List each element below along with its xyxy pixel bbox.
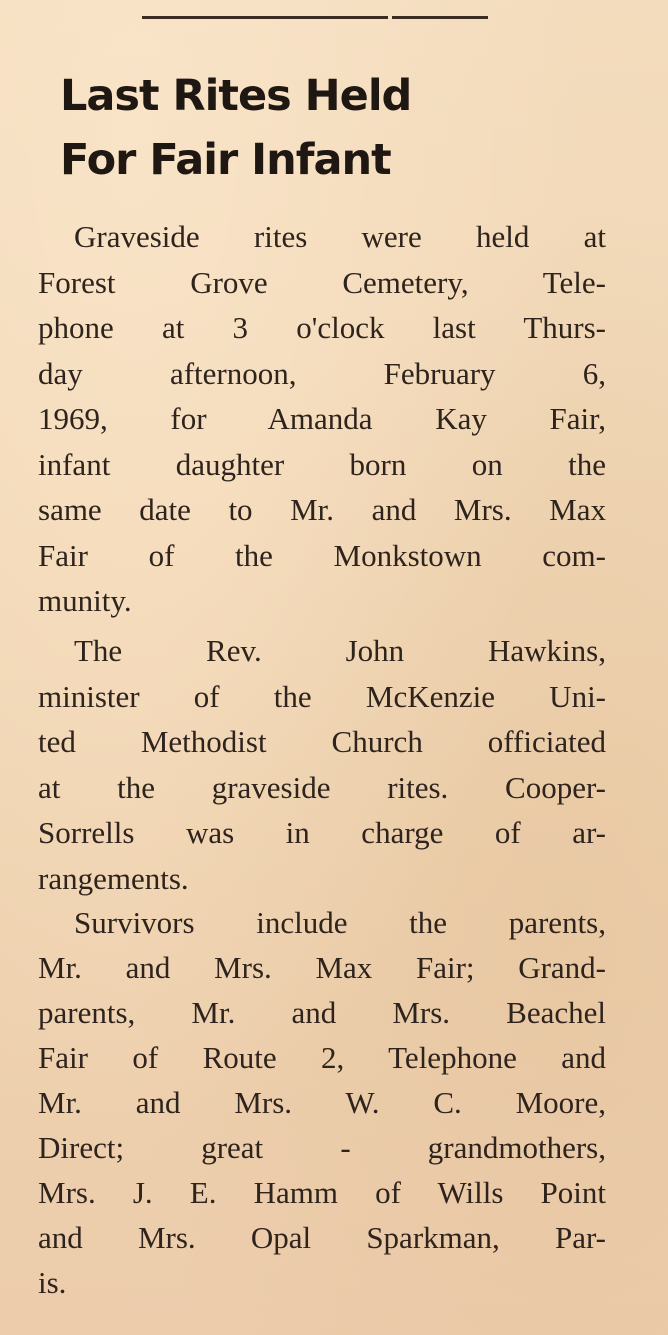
text-line: Mrs. J. E. Hamm of Wills Point bbox=[38, 1175, 606, 1210]
text-line: day afternoon, February 6, bbox=[38, 355, 606, 391]
paragraph-officiant bbox=[38, 628, 606, 901]
top-rule-right bbox=[392, 16, 488, 19]
text-line: Forest Grove Cemetery, Tele- bbox=[38, 264, 606, 300]
text-line: phone at 3 o'clock last Thurs- bbox=[38, 310, 606, 345]
text-line: ted Methodist Church officiated bbox=[38, 724, 606, 759]
text-line: Graveside rites were held at bbox=[74, 219, 606, 254]
text-line: infant daughter born on the bbox=[38, 446, 606, 482]
paragraph-survivors bbox=[38, 900, 606, 1305]
text-line: minister of the McKenzie Uni- bbox=[38, 678, 606, 714]
text-line: Direct; great - grandmothers, bbox=[38, 1130, 606, 1165]
headline-line-1: Last Rites Held bbox=[60, 71, 412, 121]
text-line: The Rev. John Hawkins, bbox=[74, 633, 606, 668]
text-line: Mr. and Mrs. Max Fair; Grand- bbox=[38, 950, 606, 985]
text-line: Fair of Route 2, Telephone and bbox=[38, 1040, 606, 1075]
text-line: Mr. and Mrs. W. C. Moore, bbox=[38, 1085, 606, 1120]
paragraph-graveside-rites bbox=[38, 214, 606, 624]
text-line: rangements. bbox=[38, 860, 189, 896]
text-line: Sorrells was in charge of ar- bbox=[38, 815, 606, 850]
text-line: Fair of the Monkstown com- bbox=[38, 537, 606, 573]
top-rule-left bbox=[142, 16, 388, 19]
text-line: and Mrs. Opal Sparkman, Par- bbox=[38, 1220, 606, 1255]
text-line: 1969, for Amanda Kay Fair, bbox=[38, 401, 606, 436]
text-line: at the graveside rites. Cooper- bbox=[38, 769, 606, 805]
text-line: parents, Mr. and Mrs. Beachel bbox=[38, 995, 606, 1030]
text-line: same date to Mr. and Mrs. Max bbox=[38, 492, 606, 527]
text-line: is. bbox=[38, 1265, 67, 1300]
headline bbox=[60, 64, 620, 192]
headline-line-2: For Fair Infant bbox=[60, 135, 391, 185]
text-line: Survivors include the parents, bbox=[74, 905, 606, 940]
text-line: munity. bbox=[38, 583, 132, 618]
